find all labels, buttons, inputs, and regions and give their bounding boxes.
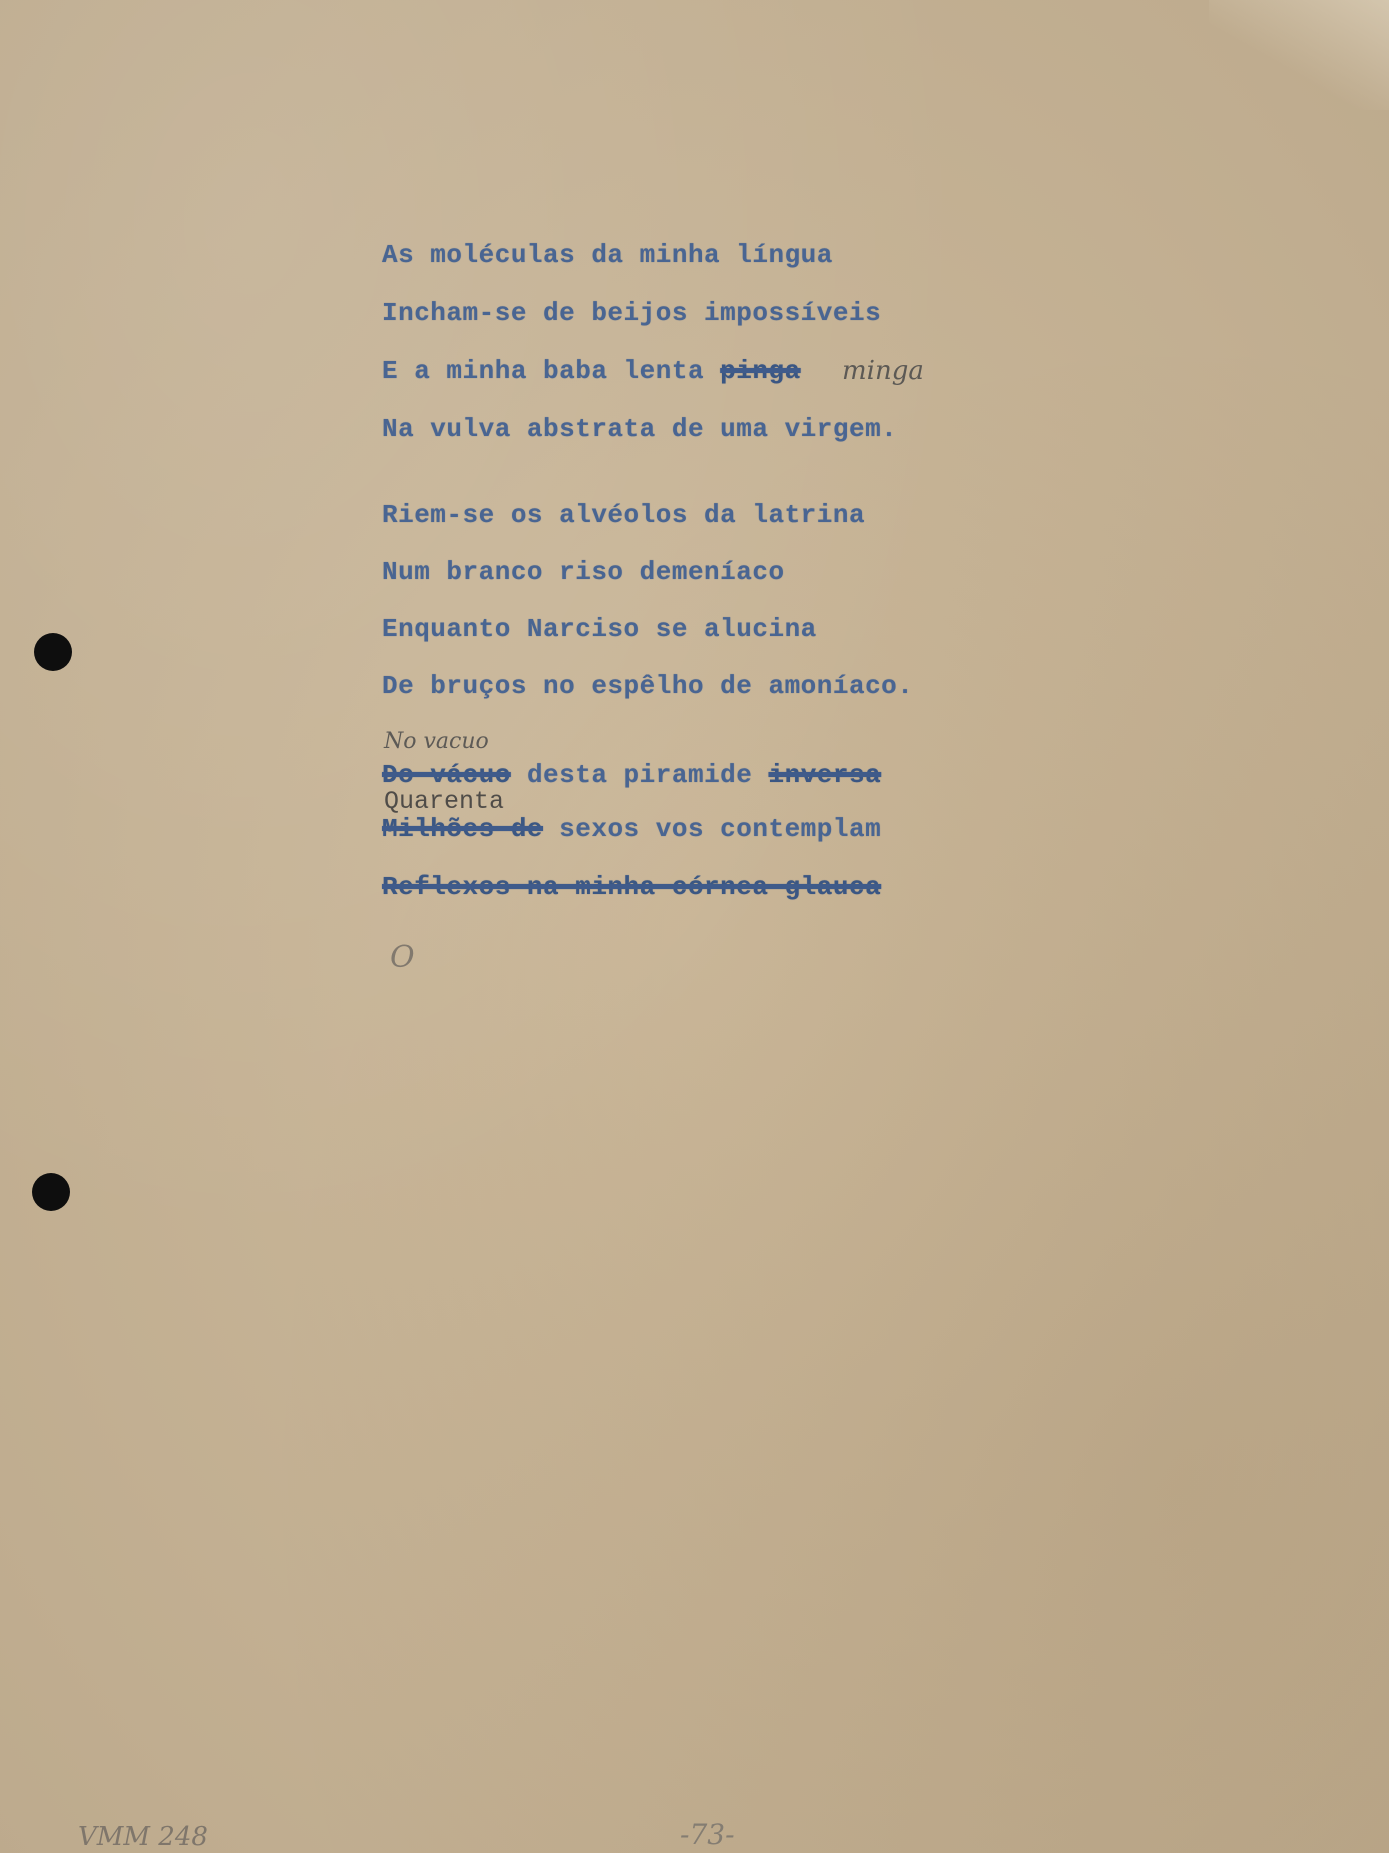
catalog-number: VMM 248 bbox=[78, 1822, 208, 1852]
typed-text: sexos vos contemplam bbox=[559, 814, 882, 844]
struck-word: Milhões de bbox=[382, 814, 544, 844]
poem-line: De bruços no espêlho de amoníaco. bbox=[382, 671, 914, 701]
handwritten-correction: minga bbox=[842, 356, 924, 386]
poem-line bbox=[382, 814, 881, 844]
poem-line bbox=[382, 760, 881, 790]
typed-text: E a minha baba lenta bbox=[382, 356, 705, 386]
struck-word: inversa bbox=[768, 760, 882, 790]
paper-corner-fold bbox=[1209, 0, 1389, 110]
handwritten-correction: No vacuo bbox=[384, 729, 489, 754]
poem-line: Riem-se os alvéolos da latrina bbox=[382, 500, 866, 530]
poem-line: As moléculas da minha língua bbox=[382, 240, 833, 270]
poem-line: Na vulva abstrata de uma virgem. bbox=[382, 414, 898, 444]
struck-line: Reflexos na minha córnea glauca bbox=[382, 872, 882, 902]
punch-hole bbox=[34, 633, 72, 671]
struck-word: Do vácuo bbox=[382, 760, 511, 790]
handwritten-correction: Quarenta bbox=[384, 787, 505, 816]
poem-line bbox=[382, 356, 801, 386]
punch-hole bbox=[32, 1173, 70, 1211]
poem-line: Enquanto Narciso se alucina bbox=[382, 614, 817, 644]
typed-text: desta piramide bbox=[526, 760, 753, 790]
poem-line: Num branco riso demeníaco bbox=[382, 557, 785, 587]
pencil-mark: O bbox=[390, 940, 415, 975]
page-number: -73- bbox=[680, 1818, 735, 1851]
poem-line: Incham-se de beijos impossíveis bbox=[382, 298, 882, 328]
struck-word: pinga bbox=[720, 356, 801, 386]
